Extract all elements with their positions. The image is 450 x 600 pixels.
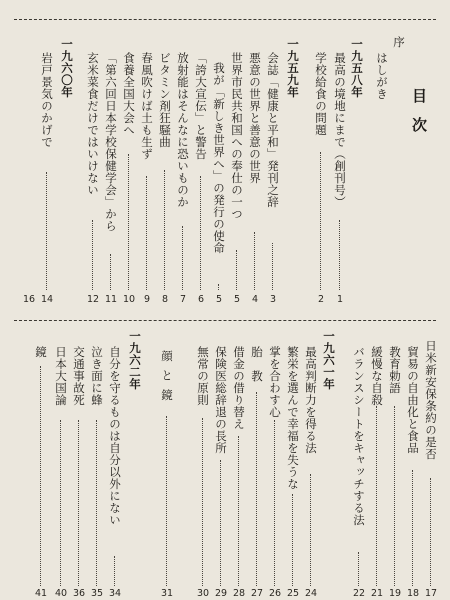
page-number: 21	[370, 588, 384, 599]
page-number: 4	[251, 294, 259, 305]
dot-leader	[146, 176, 147, 290]
dot-leader	[310, 474, 311, 586]
toc-entry[interactable]: 繁栄を選んで幸福を失うな	[286, 346, 300, 490]
year-1960: 一九六〇年	[60, 38, 74, 98]
page-number: 24	[304, 588, 318, 599]
dot-leader	[202, 418, 203, 586]
toc-title: 目次	[410, 88, 428, 146]
toc-entry[interactable]: 掌を合わす心	[268, 346, 282, 418]
toc-entry[interactable]: 無常の原則	[196, 346, 210, 406]
dashed-rule-top	[14, 19, 436, 20]
page-number: 29	[214, 588, 228, 599]
page-number: 36	[72, 588, 86, 599]
dot-leader	[292, 494, 293, 586]
dot-leader	[412, 470, 413, 586]
page-number: 31	[160, 588, 174, 599]
page-number: 5	[215, 294, 223, 305]
page-number: 2	[317, 294, 325, 305]
dot-leader	[164, 170, 165, 290]
page-number: 10	[122, 294, 136, 305]
toc-entry[interactable]: 会誌「健康と平和」発刊之辞	[266, 52, 280, 208]
dot-leader	[320, 152, 321, 290]
dot-leader	[166, 416, 167, 586]
dot-leader	[218, 284, 219, 290]
toc-entry[interactable]: バランスシートをキャッチする法	[352, 346, 366, 526]
toc-entry[interactable]: 春風吹けば土も生ず	[140, 52, 154, 160]
page-number: 12	[86, 294, 100, 305]
dot-leader	[358, 552, 359, 586]
toc-entry[interactable]: 「第六回日本学校保健学会」から	[104, 52, 118, 232]
page-number: 1	[336, 294, 344, 305]
page-number: 8	[161, 294, 169, 305]
page-number: 3	[269, 294, 277, 305]
page-number: 35	[90, 588, 104, 599]
toc-entry[interactable]: 自分を守るものは自分以外にない	[108, 346, 122, 526]
toc-entry[interactable]: 貿易の自由化と食品	[406, 346, 420, 454]
page-number: 25	[286, 588, 300, 599]
page-number: 18	[406, 588, 420, 599]
dot-leader	[220, 460, 221, 586]
dot-leader	[60, 420, 61, 586]
year-1961: 一九六一年	[322, 330, 336, 390]
dot-leader	[78, 420, 79, 586]
dot-leader	[254, 232, 255, 290]
page-number: 30	[196, 588, 210, 599]
page-number: 6	[197, 294, 205, 305]
dot-leader	[376, 406, 377, 586]
dot-leader	[256, 392, 257, 586]
toc-entry[interactable]: 日米新安保条約の是否	[424, 340, 438, 460]
toc-entry[interactable]: 食養全国大会へ	[122, 52, 136, 136]
toc-entry[interactable]: 交通事故死	[72, 346, 86, 406]
toc-entry[interactable]: 岩戸景気のかげで	[40, 52, 54, 148]
dot-leader	[182, 226, 183, 290]
year-1958: 一九五八年	[350, 38, 364, 98]
dot-leader	[46, 172, 47, 290]
page-number: 11	[104, 294, 118, 305]
page-number: 16	[22, 294, 36, 305]
toc-entry[interactable]: 保険医総辞退の長所	[214, 346, 228, 454]
page-number: 41	[34, 588, 48, 599]
dot-leader	[272, 243, 273, 290]
page-number: 34	[108, 588, 122, 599]
toc-entry[interactable]: 教育勅語	[388, 346, 402, 394]
toc-entry[interactable]: 玄米菜食だけではいけない	[86, 52, 100, 196]
preface-label: 序	[392, 36, 406, 48]
preface-sub: はしがき	[375, 52, 389, 100]
page-number: 5	[233, 294, 241, 305]
year-1959: 一九五九年	[286, 38, 300, 98]
page-number: 7	[179, 294, 187, 305]
dot-leader	[128, 154, 129, 290]
toc-entry[interactable]: 日本大国論	[54, 346, 68, 406]
dot-leader	[110, 254, 111, 290]
toc-entry[interactable]: 最高の境地にまで（創刊号）	[333, 52, 347, 208]
toc-entry[interactable]: 放射能はそんなに恐いものか	[176, 52, 190, 208]
page-number: 14	[40, 294, 54, 305]
dot-leader	[430, 478, 431, 586]
page-number: 28	[232, 588, 246, 599]
toc-entry[interactable]: 「誇大宣伝」と警告	[194, 52, 208, 160]
dot-leader	[96, 420, 97, 586]
dot-leader	[238, 436, 239, 586]
dot-leader	[92, 220, 93, 290]
page-number: 22	[352, 588, 366, 599]
toc-entry[interactable]: 我が「新しき世界へ」の発行の使命	[212, 62, 226, 254]
dot-leader	[394, 406, 395, 586]
page-number: 26	[268, 588, 282, 599]
page-number: 17	[424, 588, 438, 599]
toc-entry[interactable]: 緩慢な自殺	[370, 346, 384, 406]
page-number: 19	[388, 588, 402, 599]
dot-leader	[236, 250, 237, 290]
year-1962: 一九六二年	[128, 330, 142, 390]
dot-leader	[200, 176, 201, 290]
toc-entry[interactable]: 泣き面に蜂	[90, 346, 104, 406]
page-number: 9	[143, 294, 151, 305]
toc-entry[interactable]: 胎 教	[250, 346, 264, 382]
dashed-rule-middle	[14, 320, 436, 321]
toc-entry[interactable]: 最高判断力を得る法	[304, 346, 318, 454]
dot-leader	[40, 366, 41, 586]
dot-leader	[339, 220, 340, 290]
toc-entry[interactable]: ビタミン剤狂騒曲	[158, 52, 172, 148]
toc-entry[interactable]: 学校給食の問題	[314, 52, 328, 136]
dot-leader	[274, 420, 275, 586]
toc-entry[interactable]: 悪意の世界と善意の世界	[248, 52, 262, 184]
page-number: 27	[250, 588, 264, 599]
toc-entry[interactable]: 鏡	[34, 346, 48, 358]
page-number: 40	[54, 588, 68, 599]
toc-entry[interactable]: 世界市民共和国への奉仕の一つ	[230, 52, 244, 220]
dot-leader	[114, 556, 115, 586]
toc-entry[interactable]: 借金の借り替え	[232, 346, 246, 430]
toc-entry[interactable]: 顔と鏡	[160, 350, 174, 409]
